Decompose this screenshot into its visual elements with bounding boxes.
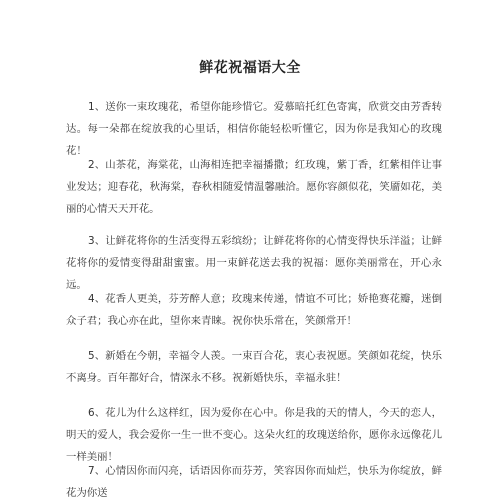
paragraph-5: 5、新婚在今朝，幸福令人羡。一束百合花，衷心表祝愿。笑颜如花绽，快乐不离身。百年都好合，情深永不移。祝新婚快乐，幸福永驻！ bbox=[66, 350, 442, 384]
document-title: 鲜花祝福语大全 bbox=[199, 60, 301, 76]
paragraph-6: 6、花儿为什么这样红，因为爱你在心中。你是我的天的情人，今天的恋人，明天的爱人，我会爱你一生一世不变心。这朵火红的玫瑰送给你，愿你永远像花儿一样美丽！ bbox=[66, 407, 442, 463]
paragraph-7: 7、心情因你而闪亮，话语因你而芬芳，笑容因你而灿烂，快乐为你绽放，鲜花为你送 bbox=[66, 465, 442, 499]
paragraph-3: 3、让鲜花将你的生活变得五彩缤纷；让鲜花将你的心情变得快乐洋溢；让鲜花将你的爱情变得甜甜蜜蜜。用一束鲜花送去我的祝福：愿你美丽常在，开心永远。 bbox=[66, 235, 442, 291]
paragraph-2: 2、山茶花，海棠花，山海相连把幸福播撒；红玫瑰，紫丁香，红紫相伴让事业发达；迎春花，秋海棠，春秋相随爱情温馨融洽。愿你容颜似花，笑靥如花，美丽的心情天天开花。 bbox=[66, 159, 442, 215]
paragraph-1: 1、送你一束玫瑰花，希望你能珍惜它。爱慕暗托红色寄寓，欣赏交由芳香转达。每一朵都在绽放我的心里话，相信你能轻松听懂它，因为你是我知心的玫瑰花！ bbox=[66, 101, 442, 157]
paragraph-4: 4、花香人更美，芬芳醉人意；玫瑰来传递，情谊不可比；娇艳赛花瓣，迷倒众子君；我心亦在此，望你来青睐。祝你快乐常在，笑颜常开！ bbox=[66, 293, 442, 327]
